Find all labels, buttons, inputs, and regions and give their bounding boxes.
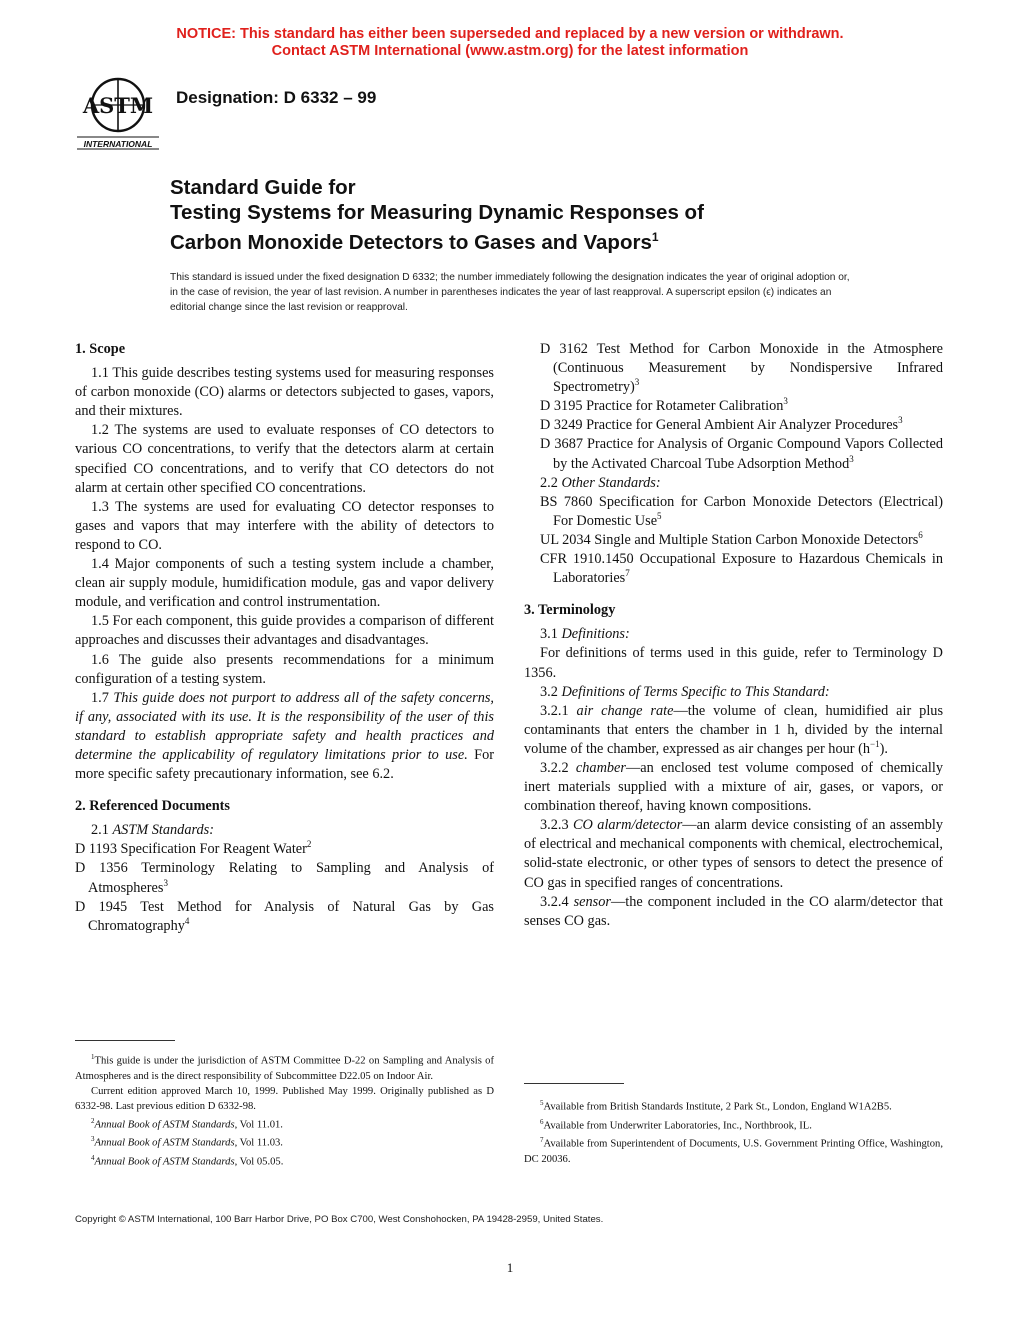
astm-standards-label [75, 821, 494, 840]
term-1-definition: —the volume of clean, humidified air plus contaminants that enters the chamber in 1 h, divided by the internal volume of the chamber, expressed as air changes per hour (h [524, 702, 944, 757]
scope-1-1: 1.1 This guide describes testing systems used for measuring responses of carbon monoxide (CO) alarms or detectors subjected to gases, vapors, and their mixtures. [75, 365, 494, 420]
footnote-1-marker: 1 [91, 1053, 95, 1061]
footnote-4-book: Annual Book of ASTM Standards [94, 1156, 235, 1168]
term-1-exponent: −1 [870, 739, 880, 750]
safety-caveat: This guide does not purport to address all of the safety concerns, if any, associated with its use. It is the responsibility of the user of this standard to establish appropriate safety and health practices and determine the applicability of regulatory limitations prior to use. [75, 689, 495, 763]
left-column [75, 340, 494, 936]
footnote-1-approval: Current edition approved March 10, 1999. Published May 1999. Originally published as D 6332-98. Last previous edition D 6332-98. [75, 1085, 494, 1112]
footnote-5-marker: 5 [540, 1099, 544, 1107]
definitions-number: 3.1 [540, 626, 558, 643]
footnote-3-marker: 3 [91, 1135, 95, 1144]
ref-d1356 [75, 859, 494, 897]
specific-definitions-number: 3.2 [540, 683, 558, 700]
title-footnote-marker: 1 [651, 230, 659, 244]
scope-1-3: 1.3 The systems are used for evaluating CO detector responses to gases and vapors that may interfere with the ability of detectors to respond to CO. [75, 498, 494, 553]
scope-1-5: 1.5 For each component, this guide provides a comparison of different approaches and discusses their advantages and disadvantages. [75, 613, 494, 649]
right-other-refs [524, 493, 943, 588]
ref-cfr-text: CFR 1910.1450 Occupational Exposure to Hazardous Chemicals in Laboratories [540, 551, 943, 587]
ref-d1193-text: D 1193 Specification For Reagent Water [75, 841, 307, 858]
footnote-2-marker: 2 [91, 1116, 95, 1125]
definitions-label [524, 625, 943, 644]
term-2-number: 3.2.2 [540, 759, 569, 776]
title-line-2: Testing Systems for Measuring Dynamic Responses of [170, 201, 704, 224]
other-standards-text: Other Standards: [561, 474, 661, 491]
term-air-change-rate [524, 702, 943, 759]
specific-definitions-label [524, 683, 943, 702]
footnote-6-text: Available from Underwriter Laboratories, Inc., Northbrook, IL. [543, 1120, 812, 1132]
section-3-heading: 3. Terminology [524, 602, 616, 619]
term-4-name: sensor [573, 893, 611, 910]
right-column [524, 340, 943, 931]
ref-d3162-text: D 3162 Test Method for Carbon Monoxide in the Atmosphere (Continuous Measurement by Nondispersive Infrared Spectrometry) [540, 341, 943, 396]
left-footnotes [75, 1050, 494, 1169]
logo-subtext: INTERNATIONAL [83, 139, 153, 149]
logo-letters: ASTM [82, 93, 154, 118]
footnote-7-text: Available from Superintendent of Documents, U.S. Government Printing Office, Washington, DC 20036. [524, 1138, 943, 1165]
other-standards-label [524, 474, 943, 493]
footnote-6 [524, 1115, 943, 1134]
ref-d3249-text: D 3249 Practice for General Ambient Air Analyzer Procedures [540, 417, 899, 434]
term-3-number: 3.2.3 [540, 817, 569, 834]
ref-bs7860-footnote: 5 [657, 511, 662, 522]
scope-1-7 [75, 689, 494, 784]
page-number: 1 [506, 1260, 514, 1275]
footnote-4-volume: , Vol 05.05. [234, 1156, 284, 1168]
ref-d3249-footnote: 3 [898, 415, 903, 426]
left-footnote-rule [75, 1040, 175, 1041]
footnote-2-book: Annual Book of ASTM Standards [94, 1119, 235, 1131]
term-sensor [524, 893, 943, 931]
footnote-1-text: This guide is under the jurisdiction of ASTM Committee D-22 on Sampling and Analysis of Atmospheres and is the direct responsibility of Subcommittee D22.05 on Indoor Air. [75, 1055, 494, 1082]
ref-d3162 [540, 340, 943, 397]
safety-reference: For more specific safety precautionary information, see 6.2. [75, 746, 494, 783]
issuance-note: This standard is issued under the fixed designation D 6332; the number immediately following the designation indicates the year of original adoption or, in the case of revision, the year of last revision. A number in parentheses indicates the year of last reapproval. A superscript epsilon (ϵ) indicates an editorial change since the last revision or reapproval. [170, 272, 850, 313]
specific-definitions-text: Definitions of Terms Specific to This Standard: [561, 683, 830, 700]
footnote-7-marker: 7 [540, 1136, 544, 1145]
ref-d3687 [540, 435, 943, 473]
other-standards-number: 2.2 [540, 474, 558, 491]
ref-d3195-text: D 3195 Practice for Rotameter Calibration [540, 398, 784, 415]
title-line-3 [170, 225, 704, 255]
section-1-heading: 1. Scope [75, 341, 126, 357]
section-2-heading: 2. Referenced Documents [75, 798, 230, 815]
ref-d1193 [75, 840, 494, 859]
ref-d3687-text: D 3687 Practice for Analysis of Organic Compound Vapors Collected by the Activated Charcoal Tube Adsorption Method [540, 436, 943, 472]
ref-bs7860 [540, 493, 943, 531]
ref-ul2034-text: UL 2034 Single and Multiple Station Carbon Monoxide Detectors [540, 531, 919, 548]
notice-line-2: Contact ASTM International (www.astm.org) for the latest information [271, 43, 749, 59]
term-co-alarm-detector [524, 816, 943, 892]
definitions-body: For definitions of terms used in this guide, refer to Terminology D 1356. [524, 645, 943, 681]
term-2-definition: —an enclosed test volume composed of chemically inert materials supplied with a mixture of air, gases, or vapors, or combination thereof, having known compositions. [524, 759, 943, 815]
astm-logo-graphic [73, 73, 163, 153]
astm-standards-text: ASTM Standards: [112, 822, 214, 839]
scope-1-6: 1.6 The guide also presents recommendations for a minimum configuration of a testing system. [75, 651, 494, 687]
term-chamber [524, 759, 943, 816]
right-footnotes [524, 1096, 943, 1167]
ref-d3195 [540, 397, 943, 416]
right-refs-continued [524, 340, 943, 474]
footnote-4 [75, 1151, 494, 1170]
term-3-definition: —an alarm device consisting of an assembly of electrical and mechanical components with chemical, electrochemical, solid-state electronic, or other types of sensors to detect the presence of CO gas in specified ranges of concentrations. [524, 817, 943, 891]
ref-d1356-text: D 1356 Terminology Relating to Sampling and Analysis of Atmospheres [75, 860, 494, 896]
footnote-2 [75, 1114, 494, 1133]
notice-line-1: NOTICE: This standard has either been superseded and replaced by a new version or withdrawn. [176, 26, 844, 42]
footnote-5-text: Available from British Standards Institute, 2 Park St., London, England W1A2B5. [543, 1101, 892, 1113]
ref-d1945 [75, 898, 494, 936]
footnote-7 [524, 1133, 943, 1167]
footnote-5 [524, 1096, 943, 1115]
title-line-3-text: Carbon Monoxide Detectors to Gases and Vapors [170, 230, 652, 254]
copyright-notice: Copyright © ASTM International, 100 Barr Harbor Drive, PO Box C700, West Conshohocken, PA 19428-2959, United States. [75, 1214, 604, 1225]
scope-1-4: 1.4 Major components of such a testing system include a chamber, clean air supply module, humidification module, gas and vapor delivery module, and verification and control instrumentation. [75, 556, 494, 611]
ref-bs7860-text: BS 7860 Specification for Carbon Monoxide Detectors (Electrical) For Domestic Use [540, 493, 943, 529]
footnote-3-book: Annual Book of ASTM Standards [94, 1137, 235, 1149]
astm-logo [73, 73, 163, 153]
term-3-name: CO alarm/detector [573, 817, 683, 834]
term-2-name: chamber [575, 759, 626, 776]
document-title [170, 175, 704, 255]
ref-ul2034-footnote: 6 [918, 530, 923, 541]
ref-d3195-footnote: 3 [783, 396, 788, 407]
superseded-notice [0, 26, 1020, 60]
ref-cfr-footnote: 7 [625, 568, 630, 579]
footnote-6-marker: 6 [540, 1117, 544, 1126]
title-line-1: Standard Guide for [170, 176, 356, 199]
term-1-end: ). [879, 740, 888, 757]
scope-1-7-number: 1.7 [91, 689, 109, 706]
term-1-number: 3.2.1 [540, 702, 569, 719]
ref-d1945-footnote: 4 [184, 915, 190, 926]
designation: Designation: D 6332 – 99 [176, 88, 377, 107]
term-4-definition: —the component included in the CO alarm/detector that senses CO gas. [524, 893, 943, 929]
footnote-3-volume: , Vol 11.03. [234, 1137, 283, 1149]
ref-d1945-text: D 1945 Test Method for Analysis of Natural Gas by Gas Chromatography [75, 898, 494, 934]
ref-d1356-footnote: 3 [163, 877, 168, 888]
astm-standards-number: 2.1 [91, 822, 109, 839]
ref-d3249 [540, 416, 943, 435]
ref-ul2034 [540, 531, 943, 550]
term-4-number: 3.2.4 [540, 893, 569, 910]
scope-1-2: 1.2 The systems are used to evaluate responses of CO detectors to various CO concentrations, to verify that the detectors alarm at certain specified CO concentrations, and to verify that CO detectors do not alarm at certain other specified CO concentrations. [75, 422, 494, 496]
ref-cfr [540, 550, 943, 588]
definitions-text: Definitions: [561, 626, 630, 643]
footnote-1 [75, 1050, 494, 1084]
footnote-4-marker: 4 [91, 1153, 95, 1162]
ref-d3162-footnote: 3 [634, 377, 640, 388]
right-footnote-rule [524, 1083, 624, 1084]
footnote-3 [75, 1132, 494, 1151]
term-1-name: air change rate [576, 702, 674, 719]
ref-d3687-footnote: 3 [849, 453, 854, 464]
ref-d1193-footnote: 2 [306, 839, 312, 850]
footnote-2-volume: , Vol 11.01. [234, 1119, 283, 1131]
